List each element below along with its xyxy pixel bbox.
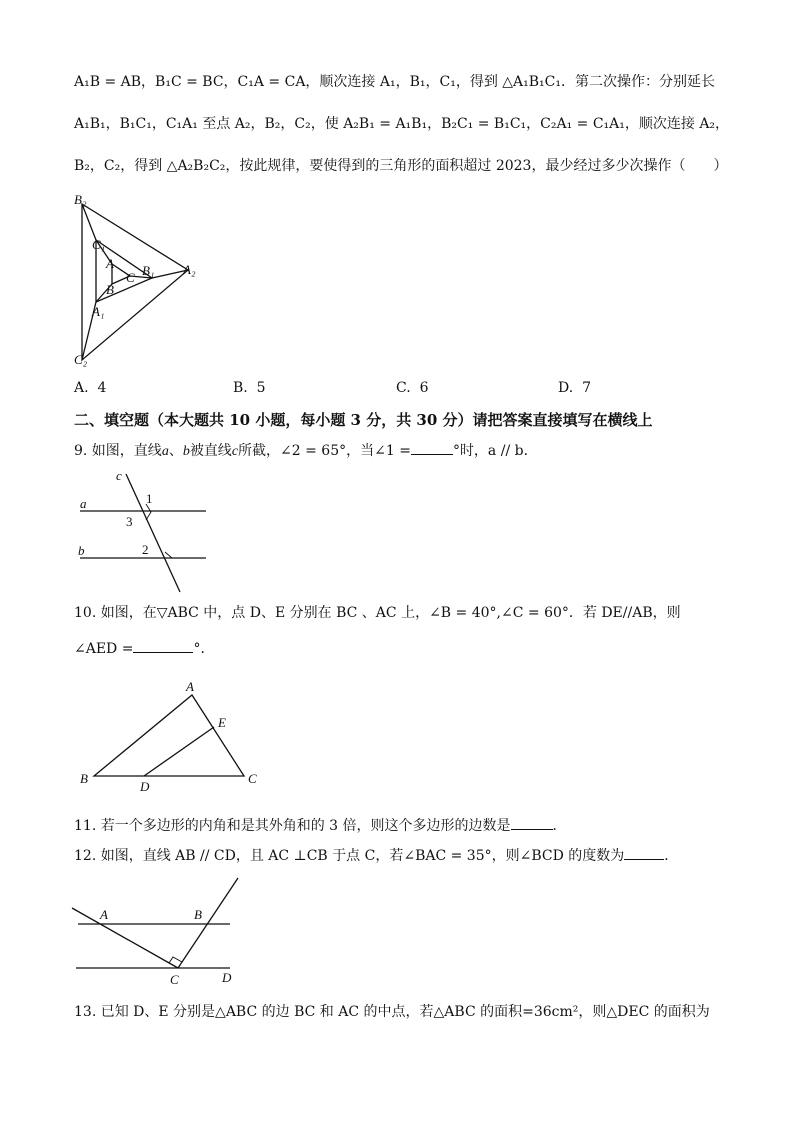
label-angle-1: 1 xyxy=(146,491,153,506)
triangle-abc xyxy=(94,695,244,776)
q11-question: 11. 若一个多边形的内角和是其外角和的 3 倍，则这个多边形的边数是 xyxy=(74,818,511,834)
label-A: A xyxy=(106,256,114,271)
q12-end: ． xyxy=(664,848,679,864)
q8-line-2: A₁B₁，B₁C₁，C₁A₁ 至点 A₂，B₂，C₂，使 A₂B₁ = A₁B₁，B₂C₁ = B₁C₁，C₂A₁ = C₁A₁，顺次连接 A₂， xyxy=(74,116,730,132)
option-value: 6 xyxy=(419,380,429,396)
option-letter: D. xyxy=(558,380,574,396)
option-value: 7 xyxy=(582,380,592,396)
q12-parallel-lines-figure xyxy=(72,874,252,994)
q10-line-2 xyxy=(74,639,214,659)
label-B: B xyxy=(80,771,88,786)
label-B2: B₂ xyxy=(74,192,87,207)
segment-de xyxy=(144,727,214,776)
q10-line-1: 10. 如图，在▽ABC 中，点 D、E 分别在 BC 、AC 上，∠B = 40°,∠C = 60°．若 DE//AB，则 xyxy=(74,605,681,621)
q9-b: b xyxy=(182,444,190,459)
label-a: a xyxy=(80,496,87,511)
q10-end: °． xyxy=(193,641,215,657)
label-E: E xyxy=(218,715,226,730)
option-letter: C. xyxy=(396,380,411,396)
q11-answer-blank[interactable] xyxy=(511,829,553,830)
q9-end: °时，a // b． xyxy=(452,443,538,459)
label-D: D xyxy=(222,970,232,985)
q8-line-1: A₁B = AB，B₁C = BC，C₁A = CA，顺次连接 A₁，B₁，C₁，得到 △A₁B₁C₁．第二次操作：分别延长 xyxy=(74,74,715,90)
label-angle-2: 2 xyxy=(142,542,149,557)
q11-end: ． xyxy=(552,818,567,834)
label-b: b xyxy=(78,543,85,558)
q9-answer-blank[interactable] xyxy=(411,454,453,455)
label-D: D xyxy=(140,779,150,794)
q10-triangle-figure xyxy=(80,680,270,800)
label-angle-3: 3 xyxy=(126,514,133,529)
label-C: C xyxy=(248,771,257,786)
q8-option-c[interactable] xyxy=(396,380,429,396)
label-B1: B₁ xyxy=(142,263,155,278)
line-cb xyxy=(178,878,238,968)
label-C1: C₁ xyxy=(92,237,106,252)
q13-text: 13. 已知 D、E 分别是△ABC 的边 BC 和 AC 的中点，若△ABC 的面积=36cm²，则△DEC 的面积为 xyxy=(74,1004,710,1020)
label-A1: A₁ xyxy=(92,304,105,319)
q8-option-a[interactable] xyxy=(74,380,106,396)
q11-text xyxy=(74,816,567,836)
label-B: B xyxy=(106,282,114,297)
option-value: 5 xyxy=(256,380,266,396)
q9-sep: 、 xyxy=(168,443,183,459)
q8-option-d[interactable] xyxy=(558,380,591,396)
label-B: B xyxy=(194,907,202,922)
outer-triangle xyxy=(82,204,188,360)
label-C2: C₂ xyxy=(74,352,88,367)
q12-answer-blank[interactable] xyxy=(624,859,664,860)
q9-a: a xyxy=(161,444,169,459)
q9-c: c xyxy=(231,444,239,459)
label-A2: A₂ xyxy=(183,262,196,277)
label-A: A xyxy=(186,679,194,694)
q10-angle: ∠AED = xyxy=(74,641,134,657)
q8-line-3: B₂，C₂，得到 △A₂B₂C₂，按此规律，要使得到的三角形的面积超过 2023，最少经过多少次操作（ ） xyxy=(74,158,728,174)
q8-option-b[interactable] xyxy=(233,380,266,396)
q9-text xyxy=(74,441,538,462)
option-value: 4 xyxy=(97,380,107,396)
label-A: A xyxy=(100,907,108,922)
label-C: C xyxy=(170,972,179,987)
label-c: c xyxy=(116,468,122,483)
q12-text xyxy=(74,846,678,866)
option-letter: B. xyxy=(233,380,248,396)
line-c xyxy=(126,474,180,592)
label-C: C xyxy=(126,270,135,285)
q9-angle: 所截，∠2 = 65°，当∠1 = xyxy=(238,443,411,459)
q8-triangle-figure xyxy=(68,192,208,372)
q10-answer-blank[interactable] xyxy=(133,652,193,653)
q9-prefix: 9. 如图，直线 xyxy=(74,443,162,459)
q9-parallel-lines-figure xyxy=(76,468,216,598)
q12-question: 12. 如图，直线 AB // CD，且 AC ⊥CB 于点 C，若∠BAC = 35°，则∠BCD 的度数为 xyxy=(74,848,625,864)
line-ac xyxy=(72,908,178,968)
option-letter: A. xyxy=(74,380,89,396)
q9-mid: 被直线 xyxy=(189,443,232,459)
section-heading: 二、填空题（本大题共 10 小题，每小题 3 分，共 30 分）请把答案直接填写在横线上 xyxy=(74,411,653,429)
